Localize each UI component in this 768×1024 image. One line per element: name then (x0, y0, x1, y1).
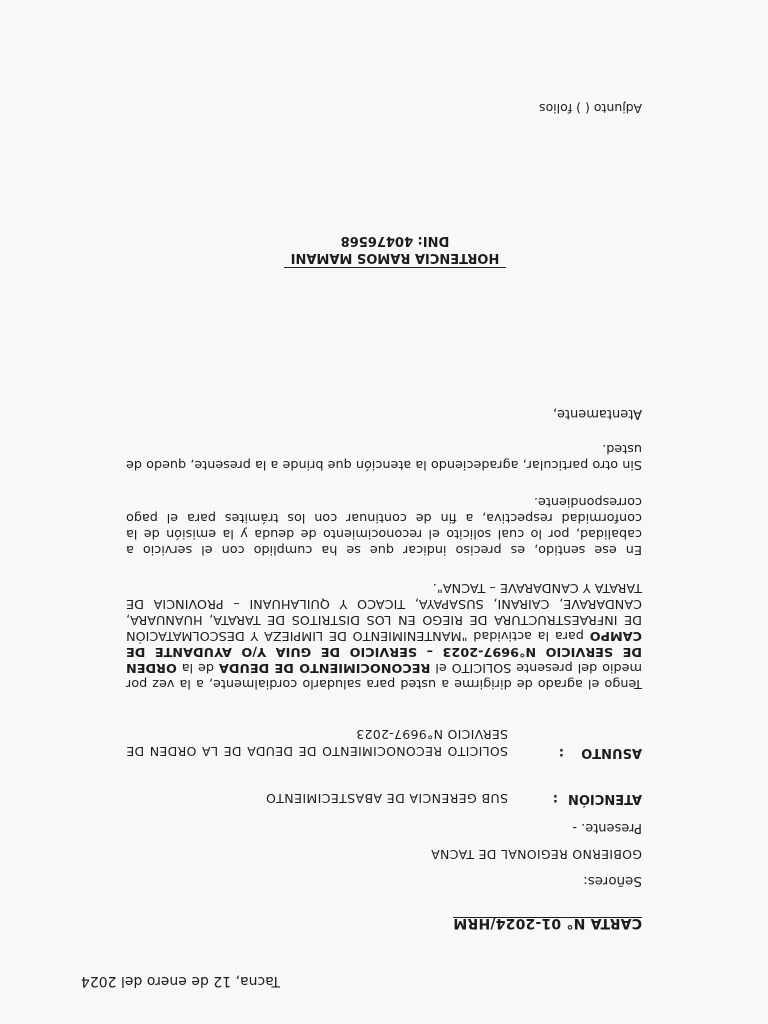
adjunto-note: Adjunto ( ) folios (539, 101, 642, 116)
p1-text-a: Tengo el agrado de dirigirme a usted para saludarlo cordialmente, a la vez por medio del presente SOLICITO el (126, 660, 642, 691)
body-paragraph-2: En ese sentido, es preciso indicar que se ha cumplido con el servicio a cabalidad, por lo cual solicito el reconocimiento de deuda y la emisión de la conformidad respectiva, a fin de continuar con los trámites para el pago correspondiente. (126, 494, 642, 557)
signature-block (284, 233, 506, 268)
p1-bold-reconocimiento: RECONOCIMIENTO DE DEUDA (218, 660, 431, 675)
p1-text-c: de la (176, 660, 219, 675)
atencion-label: ATENCIÓN (568, 791, 642, 806)
asunto-colon: : (558, 745, 564, 760)
letter-title: CARTA N° 01-2024/HRM (453, 915, 642, 931)
recipient: GOBIERNO REGIONAL DE TACNA (430, 847, 642, 862)
closing: Atentamente, (552, 406, 642, 421)
atencion-value: SUB GERENCIA DE ABASTECIMIENTO (265, 791, 508, 806)
asunto-label: ASUNTO (581, 745, 642, 760)
p1-bold-orden: ORDEN DE SERVICIO N°9697-2023 – SERVICIO DE GUIA Y/O AYUDANTE DE CAMPO (126, 628, 642, 675)
body-paragraph-3: Sin otro particular, agradeciendo la atención que brinde a la presente, quedo de usted. (126, 441, 642, 472)
presente-label: Presente. - (572, 820, 642, 835)
greeting: Señores: (583, 873, 642, 889)
body-paragraph-1 (126, 579, 642, 691)
atencion-colon: : (552, 791, 558, 806)
asunto-value: SOLICITO RECONOCIMIENTO DE DEUDA DE LA ORDEN DE SERVICIO N°9697-2023 (126, 727, 508, 759)
signer-name: HORTENCIA RAMOS MAMANI (284, 250, 506, 268)
p1-text-e: para la actividad "MANTENIMIENTO DE LIMPIEZA Y DESCOLMATACIÓN DE INFRAESTRUCTURA DE RIEGO EN LOS DISTRITOS DE TARATA, HUANUARA, CANDARAVE, CAIRANI, SUSAPAYA, TICACO Y QUILAHUANI – PROVINCIA DE TARATA Y CANDARAVE – TACNA". (126, 580, 642, 643)
letter-date: Tacna, 12 de enero del 2024 (80, 973, 280, 989)
signer-dni: DNI: 40476568 (340, 233, 450, 248)
